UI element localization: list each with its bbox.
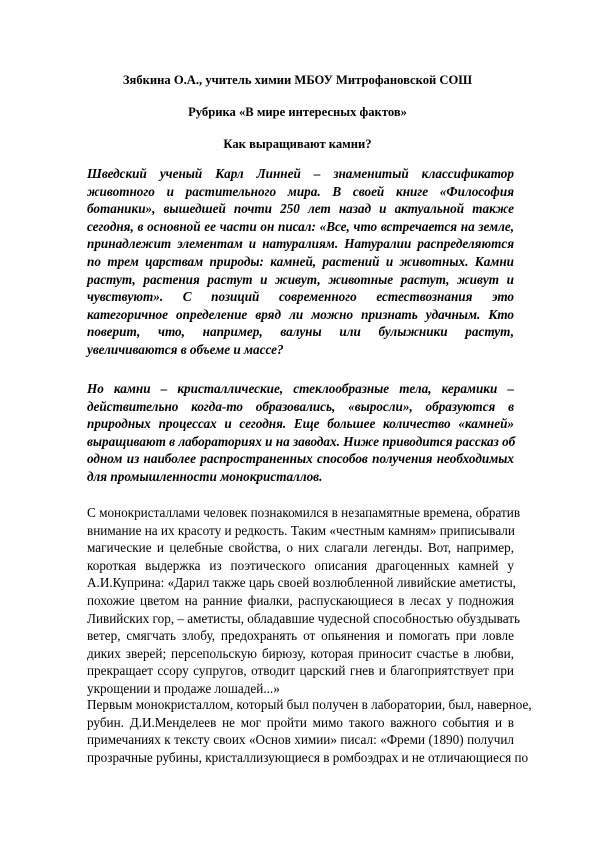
text-line: ветер, смягчать злобу, предохранять от опьянения и помогать при ловле: [87, 628, 514, 644]
text-line: короткая выдержка из поэтического описания драгоценных камней у: [87, 557, 514, 573]
text-line: по трем царствам природы: камней, растений и животных. Камни: [87, 253, 514, 269]
article-title: Как выращивают камни?: [223, 137, 372, 151]
text-line: Ливийских гор, – аметисты, обладавшие чудесной способностью обуздывать: [87, 610, 520, 626]
text-line: выращивают в лабораториях и на заводах. Ниже приводится рассказ об: [87, 433, 516, 449]
text-line: С монокристаллами человек познакомился в незапамятные времена, обратив: [87, 505, 521, 520]
text-line: поверит, что, например, валуны или булыжники растут,: [87, 324, 514, 340]
text-line: принадлежит элементам и натуралиям. Натуралии распределяются: [87, 236, 514, 252]
text-line: прозрачные рубины, кристаллизующиеся в ромбоэдрах и не отличающиеся по: [87, 749, 529, 765]
text-line: диких зверей; персепольскую бирюзу, которая приносит счастье в любви,: [87, 645, 514, 661]
text-line: ботаники», вышедшей почти 250 лет назад и актуальной также: [87, 201, 514, 217]
text-line: одном из наиболее распространенных способов получения необходимых: [87, 451, 514, 467]
text-line: примечаниях к тексту своих «Основ химии» писал: «Фреми (1890) получил: [87, 732, 514, 748]
paragraph-intro: [87, 165, 514, 359]
text-line: сегодня, в основной ее части он писал: «Все, что встречается на земле,: [87, 218, 514, 234]
text-line: Первым монокристаллом, который был получен в лаборатории, был, наверное,: [87, 697, 532, 712]
paragraph-ruby: [87, 696, 532, 766]
text-line: магические и целебные свойства, о них слагали легенды. Вот, например,: [87, 540, 514, 556]
paragraph-monocrystals: [87, 504, 521, 698]
text-line: похожие цветом на ранние фиалки, распускающиеся в лесах у подножия: [87, 592, 514, 608]
text-line: чувствуют». С позиций современного естествознания это: [87, 289, 514, 305]
rubric-line: Рубрика «В мире интересных фактов»: [188, 105, 407, 119]
text-line: А.И.Куприна: «Дарил также царь своей возлюбленной ливийские аметисты,: [87, 575, 516, 591]
text-line: прекращает ссору супругов, отводит царский гнев и благоприятствует при: [87, 663, 514, 679]
text-line: для промышленности монокристаллов.: [87, 468, 323, 484]
text-line: природных процессах и сегодня. Еще большее количество «камней»: [87, 416, 514, 432]
text-line: рубин. Д.И.Менделеев не мог пройти мимо такого важного события и в: [87, 714, 514, 730]
text-line: действительно когда-то образовались, «выросли», образуются в: [87, 398, 514, 414]
text-line: внимание на их красоту и редкость. Таким «честным камням» приписывали: [87, 522, 515, 538]
text-line: категоричное определение вряд ли можно признать удачным. Кто: [87, 306, 514, 322]
text-line: Шведский ученый Карл Линней – знаменитый классификатор: [87, 166, 514, 181]
paragraph-stones: [87, 380, 514, 486]
text-line: увеличиваются в объеме и массе?: [87, 341, 284, 357]
text-line: Но камни – кристаллические, стеклообразные тела, керамики –: [87, 381, 514, 396]
text-line: растут, растения растут и живут, животные растут, живут и: [87, 271, 514, 287]
author-line: Зябкина О.А., учитель химии МБОУ Митрофановской СОШ: [122, 73, 473, 87]
text-line: животного и растительного мира. В своей книге «Философия: [87, 183, 514, 199]
text-line: укрощении и продаже лошадей...»: [87, 680, 280, 696]
